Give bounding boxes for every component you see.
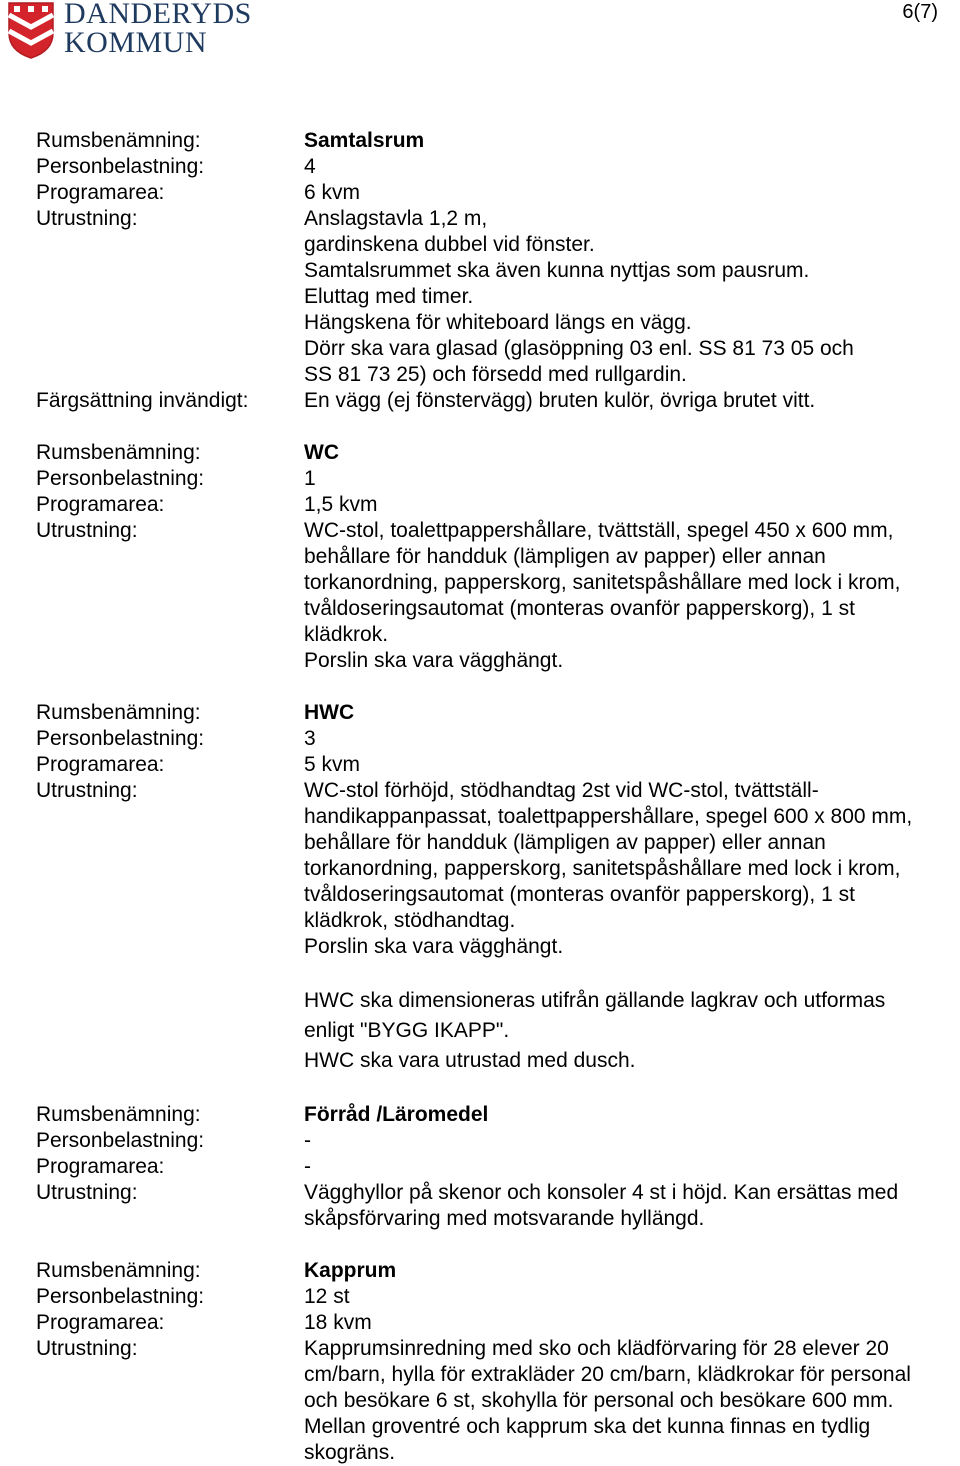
area-value: 5 kvm <box>304 753 361 776</box>
area-row <box>36 492 960 518</box>
area-label: Programarea: <box>36 753 165 776</box>
logo-text-kommun: KOMMUN <box>64 26 208 59</box>
hwc-note-line: HWC ska vara utrustad med dusch. <box>304 1049 636 1072</box>
room-name-row <box>36 700 960 726</box>
occupancy-row <box>36 466 960 492</box>
equipment-line: gardinskena dubbel vid fönster. <box>304 233 595 256</box>
equipment-line: klädkrok. <box>304 623 389 646</box>
occupancy-row <box>36 154 960 180</box>
equipment-row <box>36 778 960 960</box>
occupancy-label: Personbelastning: <box>36 1129 205 1152</box>
equipment-line: Mellan groventré och kapprum ska det kunna finnas en tydlig <box>304 1415 871 1438</box>
equipment-row <box>36 518 960 674</box>
occupancy-value: 3 <box>304 727 316 750</box>
equipment-line: WC-stol förhöjd, stödhandtag 2st vid WC-stol, tvättställ- <box>304 779 819 802</box>
equipment-line: Samtalsrummet ska även kunna nyttjas som pausrum. <box>304 259 810 282</box>
hwc-note-line: enligt "BYGG IKAPP". <box>304 1019 510 1042</box>
occupancy-row <box>36 1284 960 1310</box>
occupancy-value: 1 <box>304 467 316 490</box>
equipment-line: Porslin ska vara vägghängt. <box>304 935 564 958</box>
equipment-line: behållare för handduk (lämpligen av papper) eller annan <box>304 545 826 568</box>
occupancy-value: - <box>304 1129 311 1152</box>
occupancy-row <box>36 726 960 752</box>
coat-of-arms-icon <box>6 1 56 59</box>
equipment-label: Utrustning: <box>36 1337 138 1360</box>
area-row <box>36 180 960 206</box>
room-name-value: Kapprum <box>304 1259 397 1282</box>
equipment-label: Utrustning: <box>36 1181 138 1204</box>
equipment-line: Vägghyllor på skenor och konsoler 4 st i höjd. Kan ersättas med <box>304 1181 899 1204</box>
equipment-label: Utrustning: <box>36 207 138 230</box>
occupancy-row <box>36 1128 960 1154</box>
occupancy-label: Personbelastning: <box>36 727 205 750</box>
occupancy-value: 12 st <box>304 1285 350 1308</box>
area-value: 18 kvm <box>304 1311 372 1334</box>
occupancy-label: Personbelastning: <box>36 467 205 490</box>
occupancy-value: 4 <box>304 155 316 178</box>
color-interior-value: En vägg (ej fönstervägg) bruten kulör, övriga brutet vitt. <box>304 389 816 412</box>
room-name-value: HWC <box>304 701 355 724</box>
equipment-value <box>304 206 960 388</box>
area-value: - <box>304 1155 311 1178</box>
room-block-forrad <box>36 1102 960 1232</box>
equipment-line: SS 81 73 25) och försedd med rullgardin. <box>304 363 687 386</box>
equipment-line: cm/barn, hylla för extrakläder 20 cm/barn, klädkrokar för personal <box>304 1363 911 1386</box>
equipment-value <box>304 1336 960 1466</box>
equipment-row <box>36 1180 960 1232</box>
room-name-row <box>36 1102 960 1128</box>
room-name-label: Rumsbenämning: <box>36 441 201 464</box>
equipment-line: behållare för handduk (lämpligen av papper) eller annan <box>304 831 826 854</box>
area-value: 6 kvm <box>304 181 361 204</box>
room-name-row <box>36 1258 960 1284</box>
area-row <box>36 1310 960 1336</box>
room-name-row <box>36 128 960 154</box>
color-interior-label: Färgsättning invändigt: <box>36 389 249 412</box>
page-number: 6(7) <box>902 1 938 23</box>
equipment-line: skåpsförvaring med motsvarande hyllängd. <box>304 1207 705 1230</box>
equipment-line: tvåldoseringsautomat (monteras ovanför papperskorg), 1 st <box>304 597 855 620</box>
equipment-line: och besökare 6 st, skohylla för personal och besökare 600 mm. <box>304 1389 894 1412</box>
equipment-line: Dörr ska vara glasad (glasöppning 03 enl. SS 81 73 05 och <box>304 337 854 360</box>
area-row <box>36 752 960 778</box>
area-row <box>36 1154 960 1180</box>
equipment-line: skogräns. <box>304 1441 396 1464</box>
equipment-line: Eluttag med timer. <box>304 285 474 308</box>
equipment-line: Kapprumsinredning med sko och klädförvaring för 28 elever 20 <box>304 1337 889 1360</box>
equipment-line: Anslagstavla 1,2 m, <box>304 207 488 230</box>
equipment-line: torkanordning, papperskorg, sanitetspåshållare med lock i krom, <box>304 857 901 880</box>
room-block-samtalsrum <box>36 128 960 414</box>
hwc-note-line: HWC ska dimensioneras utifrån gällande lagkrav och utformas <box>304 989 886 1012</box>
room-name-value: Samtalsrum <box>304 129 425 152</box>
occupancy-label: Personbelastning: <box>36 155 205 178</box>
equipment-line: Hängskena för whiteboard längs en vägg. <box>304 311 692 334</box>
room-block-kapprum <box>36 1258 960 1466</box>
equipment-value <box>304 1180 960 1232</box>
equipment-label: Utrustning: <box>36 519 138 542</box>
room-name-row <box>36 440 960 466</box>
room-name-label: Rumsbenämning: <box>36 1259 201 1282</box>
equipment-line: tvåldoseringsautomat (monteras ovanför papperskorg), 1 st <box>304 883 855 906</box>
equipment-line: torkanordning, papperskorg, sanitetspåshållare med lock i krom, <box>304 571 901 594</box>
room-block-wc <box>36 440 960 674</box>
room-specifications <box>36 128 960 1466</box>
logo-text-danderyds: DANDERYDS <box>64 0 252 30</box>
equipment-row <box>36 206 960 388</box>
color-interior-row <box>36 388 960 414</box>
equipment-value <box>304 778 960 960</box>
room-name-label: Rumsbenämning: <box>36 129 201 152</box>
equipment-line: handikappanpassat, toalettpappershållare, spegel 600 x 800 mm, <box>304 805 913 828</box>
page-header <box>0 0 960 70</box>
equipment-value <box>304 518 960 674</box>
equipment-line: klädkrok, stödhandtag. <box>304 909 516 932</box>
room-block-hwc <box>36 700 960 1076</box>
danderyds-kommun-logo <box>6 1 256 61</box>
area-label: Programarea: <box>36 493 165 516</box>
room-name-label: Rumsbenämning: <box>36 701 201 724</box>
equipment-row <box>36 1336 960 1466</box>
equipment-label: Utrustning: <box>36 779 138 802</box>
room-name-label: Rumsbenämning: <box>36 1103 201 1126</box>
area-label: Programarea: <box>36 1311 165 1334</box>
equipment-line: WC-stol, toalettpappershållare, tvättställ, spegel 450 x 600 mm, <box>304 519 894 542</box>
hwc-notes <box>304 986 960 1076</box>
room-name-value: WC <box>304 441 339 464</box>
room-name-value: Förråd /Läromedel <box>304 1103 489 1126</box>
equipment-line: Porslin ska vara vägghängt. <box>304 649 564 672</box>
area-label: Programarea: <box>36 1155 165 1178</box>
area-value: 1,5 kvm <box>304 493 378 516</box>
area-label: Programarea: <box>36 181 165 204</box>
occupancy-label: Personbelastning: <box>36 1285 205 1308</box>
